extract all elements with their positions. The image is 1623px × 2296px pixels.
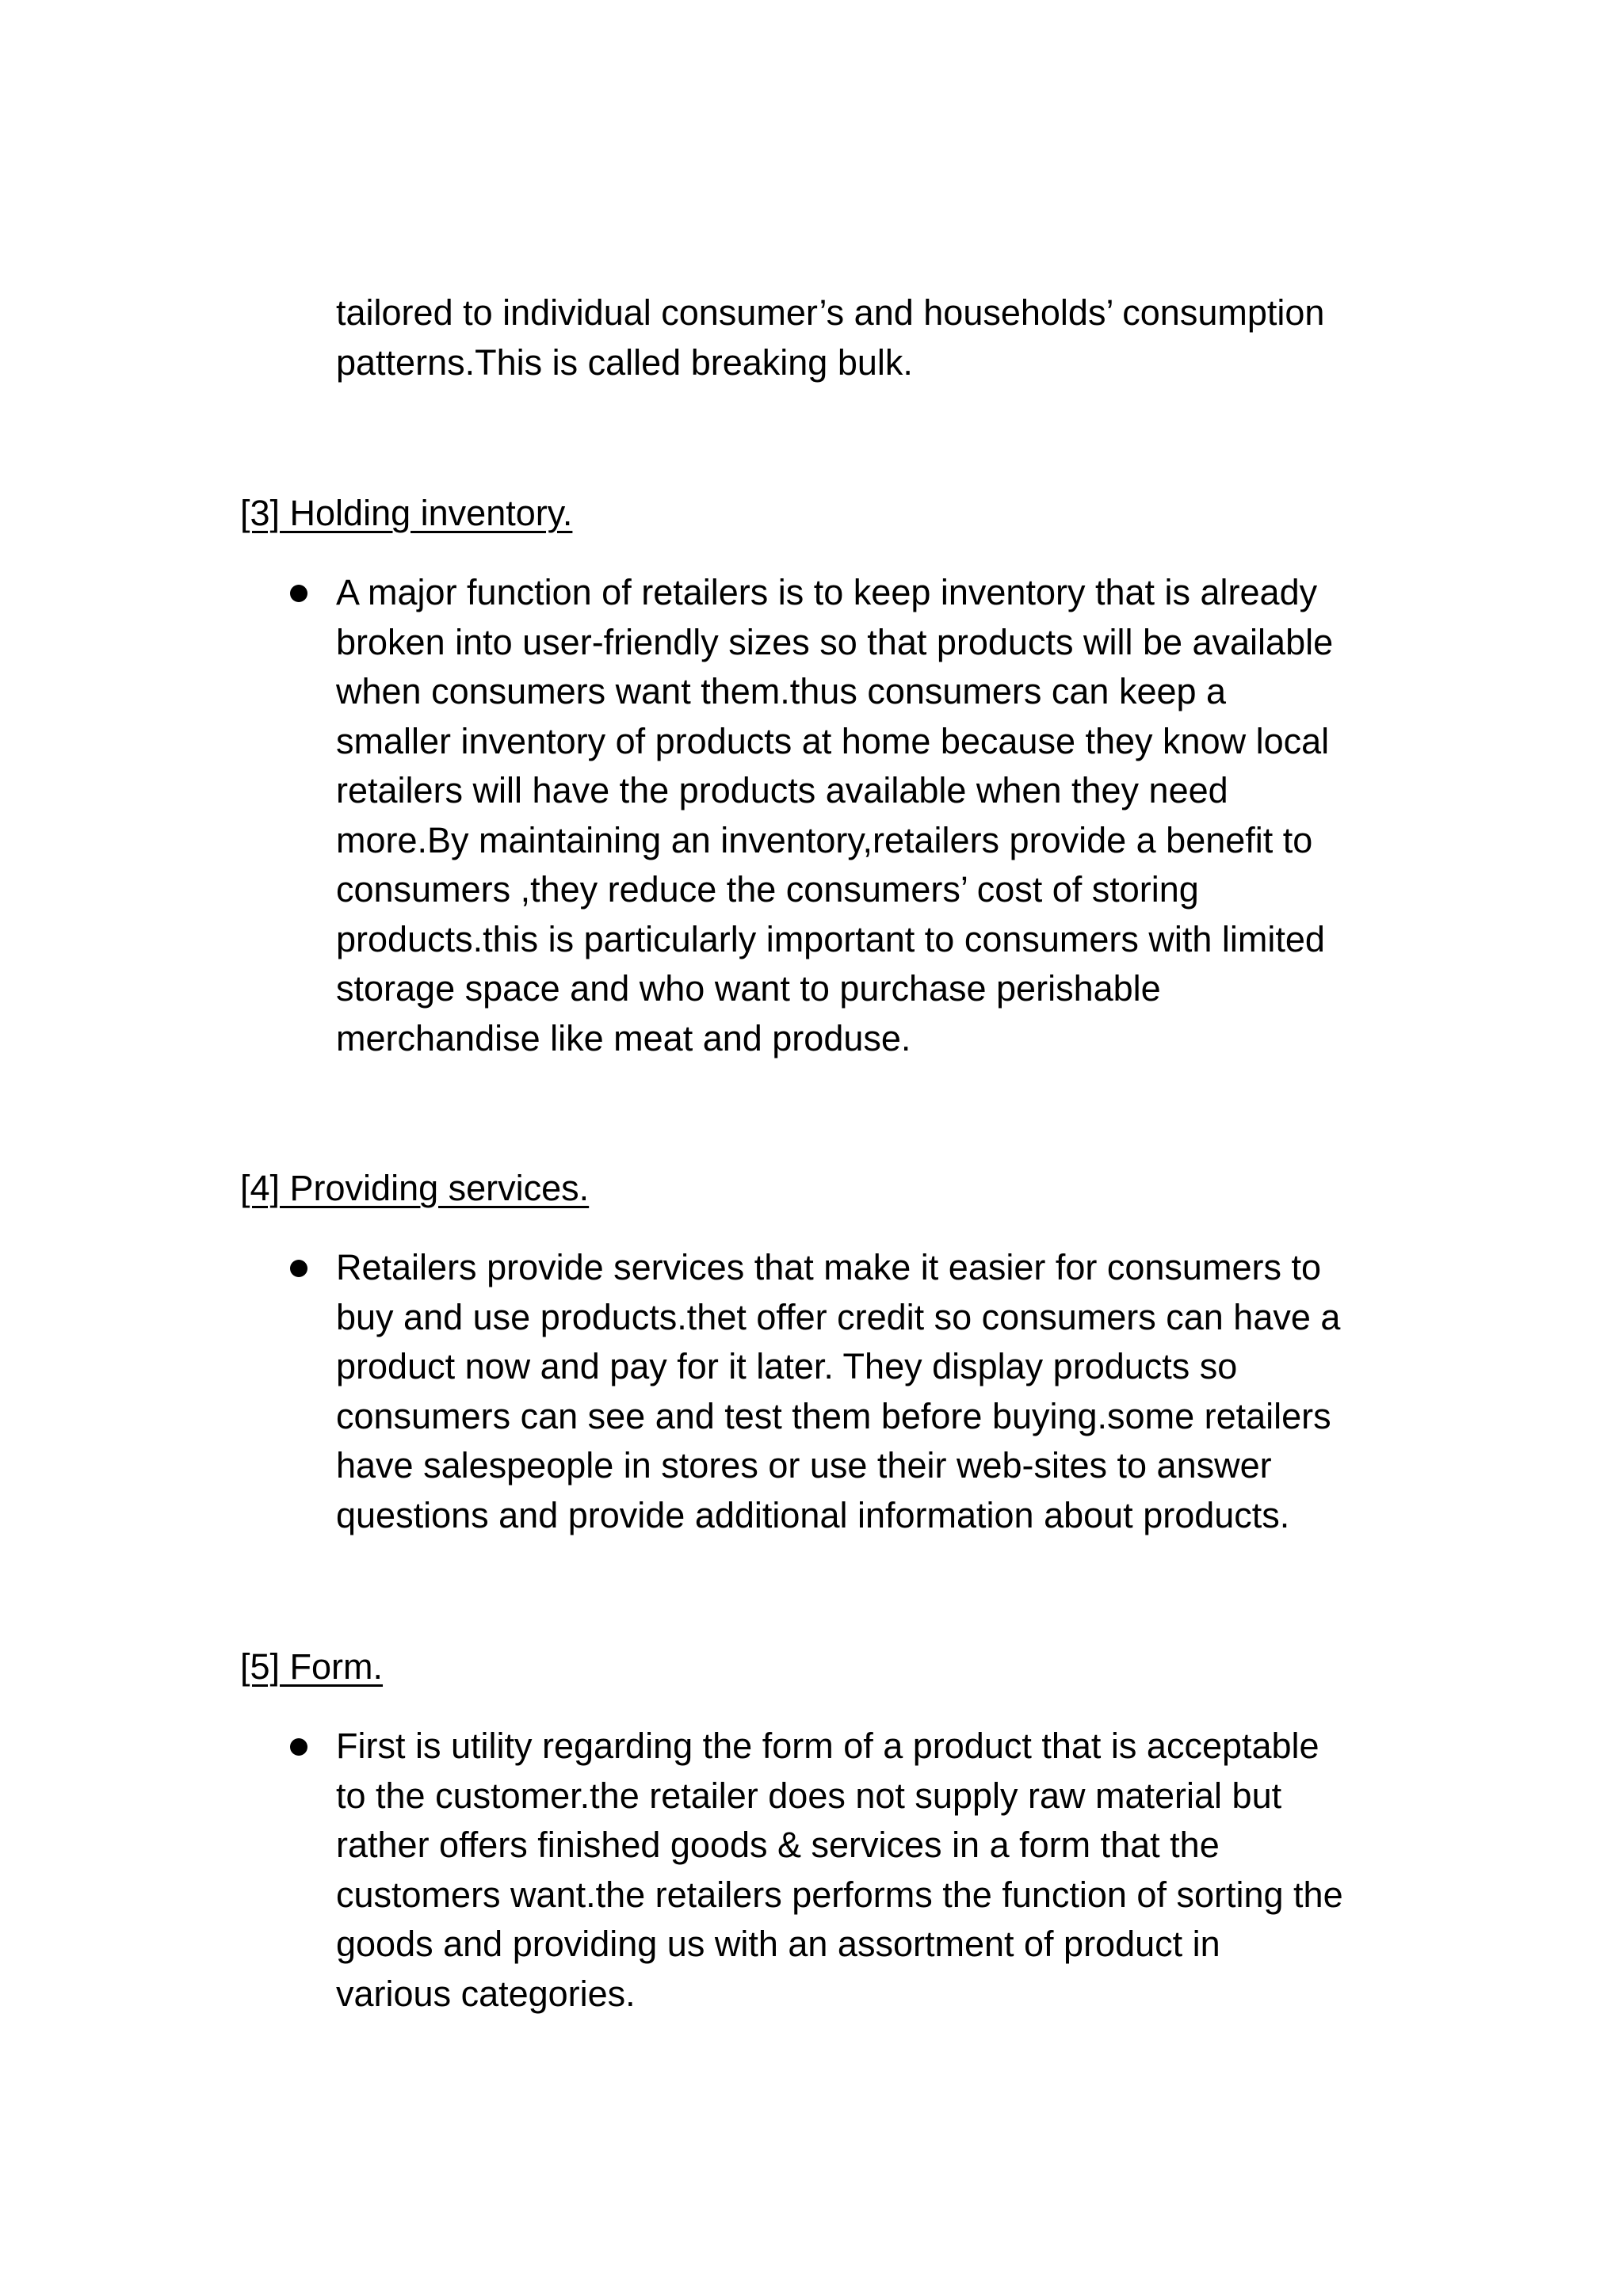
bullet-icon xyxy=(290,1260,307,1277)
text-line: retailers will have the products available when they need xyxy=(336,770,1228,810)
bullet-icon xyxy=(290,1738,307,1756)
text-line: have salespeople in stores or use their web-sites to answer xyxy=(336,1445,1272,1486)
text-line: when consumers want them.thus consumers can keep a xyxy=(336,671,1227,711)
text-line: to the customer.the retailer does not supply raw material but xyxy=(336,1775,1282,1816)
text-line: storage space and who want to purchase perishable xyxy=(336,968,1161,1009)
text-line: consumers can see and test them before buying.some retailers xyxy=(336,1395,1331,1436)
text-line: rather offers finished goods & services in a form that the xyxy=(336,1825,1220,1865)
text-line: more.By maintaining an inventory,retailers provide a benefit to xyxy=(336,819,1313,860)
section-heading-holding-inventory: [3] Holding inventory. xyxy=(240,493,573,533)
text-line: customers want.the retailers performs the function of sorting the xyxy=(336,1874,1343,1915)
text-line: products.this is particularly important to consumers with limited xyxy=(336,918,1325,959)
text-line: patterns.This is called breaking bulk. xyxy=(336,341,913,383)
intro-paragraph xyxy=(336,288,1430,387)
text-line: First is utility regarding the form of a product that is acceptable xyxy=(336,1726,1319,1766)
text-line: A major function of retailers is to keep inventory that is already xyxy=(336,572,1318,612)
text-line: buy and use products.thet offer credit so consumers can have a xyxy=(336,1296,1341,1337)
text-line: questions and provide additional information about products. xyxy=(336,1494,1290,1535)
text-line: various categories. xyxy=(336,1973,636,2014)
section-paragraph-form xyxy=(336,1722,1430,2019)
text-line: consumers ,they reduce the consumers’ cost of storing xyxy=(336,869,1199,910)
text-line: product now and pay for it later. They display products so xyxy=(336,1346,1238,1386)
text-line: goods and providing us with an assortment of product in xyxy=(336,1924,1220,1964)
section-heading-providing-services: [4] Providing services. xyxy=(240,1168,590,1208)
text-line: merchandise like meat and produse. xyxy=(336,1017,911,1058)
section-paragraph-providing-services xyxy=(336,1243,1430,1540)
bullet-icon xyxy=(290,585,307,602)
text-line: broken into user-friendly sizes so that products will be available xyxy=(336,621,1334,662)
text-line: tailored to individual consumer’s and households’ consumption xyxy=(336,292,1325,333)
section-heading-form: [5] Form. xyxy=(240,1646,384,1687)
text-line: smaller inventory of products at home because they know local xyxy=(336,720,1330,761)
section-paragraph-holding-inventory xyxy=(336,568,1430,1063)
text-line: Retailers provide services that make it easier for consumers to xyxy=(336,1247,1321,1287)
